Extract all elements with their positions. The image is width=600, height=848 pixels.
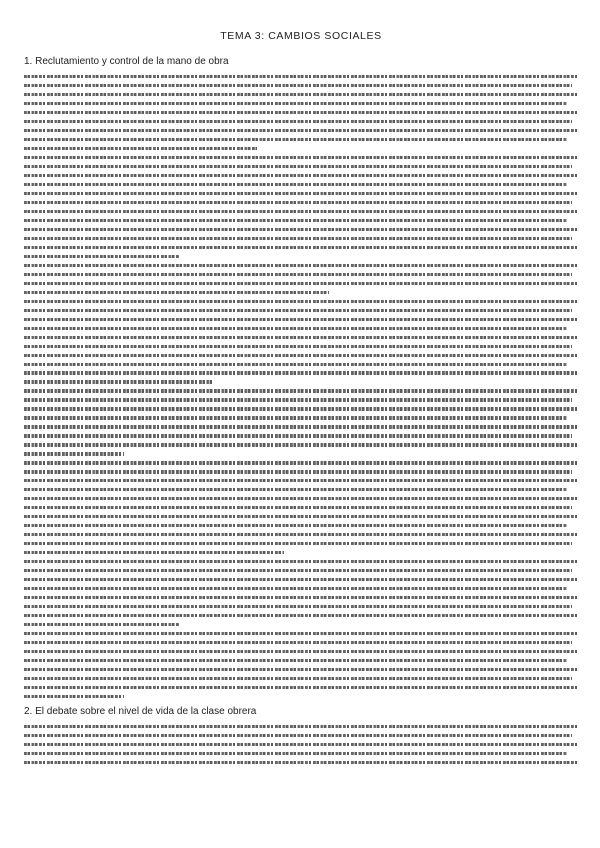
text-line <box>24 210 578 213</box>
text-line <box>24 551 284 554</box>
text-line <box>24 434 572 437</box>
text-line <box>24 407 578 410</box>
text-line <box>24 201 572 204</box>
text-line <box>24 560 578 563</box>
text-line <box>24 309 572 312</box>
text-line <box>24 246 578 249</box>
text-line <box>24 443 578 446</box>
text-line <box>24 255 179 258</box>
text-line <box>24 228 578 231</box>
text-line <box>24 734 572 737</box>
section-heading-2: 2. El debate sobre el nivel de vida de la clase obrera <box>24 706 257 718</box>
text-line <box>24 120 572 123</box>
text-line <box>24 605 572 608</box>
section-1-paragraph-8 <box>24 632 578 698</box>
text-line <box>24 416 567 419</box>
section-heading-1: 1. Reclutamiento y control de la mano de obra <box>24 56 229 67</box>
text-line <box>24 506 572 509</box>
section-1-paragraph-1 <box>24 75 578 150</box>
text-line <box>24 497 578 500</box>
text-line <box>24 650 578 653</box>
text-line <box>24 743 578 746</box>
text-line <box>24 641 572 644</box>
text-line <box>24 587 567 590</box>
text-line <box>24 183 567 186</box>
text-line <box>24 761 578 764</box>
text-line <box>24 327 567 330</box>
text-line <box>24 533 578 536</box>
text-line <box>24 461 578 464</box>
section-1-paragraph-7 <box>24 560 578 626</box>
text-line <box>24 93 578 96</box>
text-line <box>24 282 578 285</box>
text-line <box>24 659 567 662</box>
text-line <box>24 569 572 572</box>
text-line <box>24 515 578 518</box>
text-line <box>24 156 578 159</box>
text-line <box>24 237 572 240</box>
section-1-paragraph-5 <box>24 389 578 455</box>
text-line <box>24 623 179 626</box>
text-line <box>24 632 578 635</box>
text-line <box>24 371 578 374</box>
text-line <box>24 291 329 294</box>
text-line <box>24 138 567 141</box>
text-line <box>24 165 572 168</box>
text-line <box>24 470 572 473</box>
text-line <box>24 75 578 78</box>
text-line <box>24 752 567 755</box>
text-line <box>24 111 578 114</box>
text-line <box>24 380 212 383</box>
text-line <box>24 84 572 87</box>
text-line <box>24 614 578 617</box>
text-line <box>24 677 572 680</box>
section-1-paragraph-3 <box>24 264 578 294</box>
text-line <box>24 488 567 491</box>
text-line <box>24 219 567 222</box>
section-1-paragraph-4 <box>24 300 578 384</box>
section-1-paragraph-6 <box>24 461 578 554</box>
document-title: TEMA 3: CAMBIOS SOCIALES <box>220 30 382 42</box>
text-line <box>24 129 578 132</box>
text-line <box>24 524 567 527</box>
text-line <box>24 479 578 482</box>
text-line <box>24 102 567 105</box>
section-2-paragraph-1 <box>24 725 578 764</box>
text-line <box>24 668 578 671</box>
text-line <box>24 147 257 150</box>
text-line <box>24 725 578 728</box>
text-line <box>24 363 567 366</box>
text-line <box>24 398 572 401</box>
text-line <box>24 578 578 581</box>
text-line <box>24 542 572 545</box>
text-line <box>24 389 578 392</box>
text-line <box>24 318 578 321</box>
text-line <box>24 425 578 428</box>
text-line <box>24 452 124 455</box>
text-line <box>24 264 578 267</box>
text-line <box>24 192 578 195</box>
text-line <box>24 345 572 348</box>
text-line <box>24 174 578 177</box>
text-line <box>24 336 578 339</box>
text-line <box>24 273 572 276</box>
text-line <box>24 695 124 698</box>
section-1-paragraph-2 <box>24 156 578 258</box>
text-line <box>24 686 578 689</box>
text-line <box>24 300 578 303</box>
text-line <box>24 596 578 599</box>
text-line <box>24 354 578 357</box>
